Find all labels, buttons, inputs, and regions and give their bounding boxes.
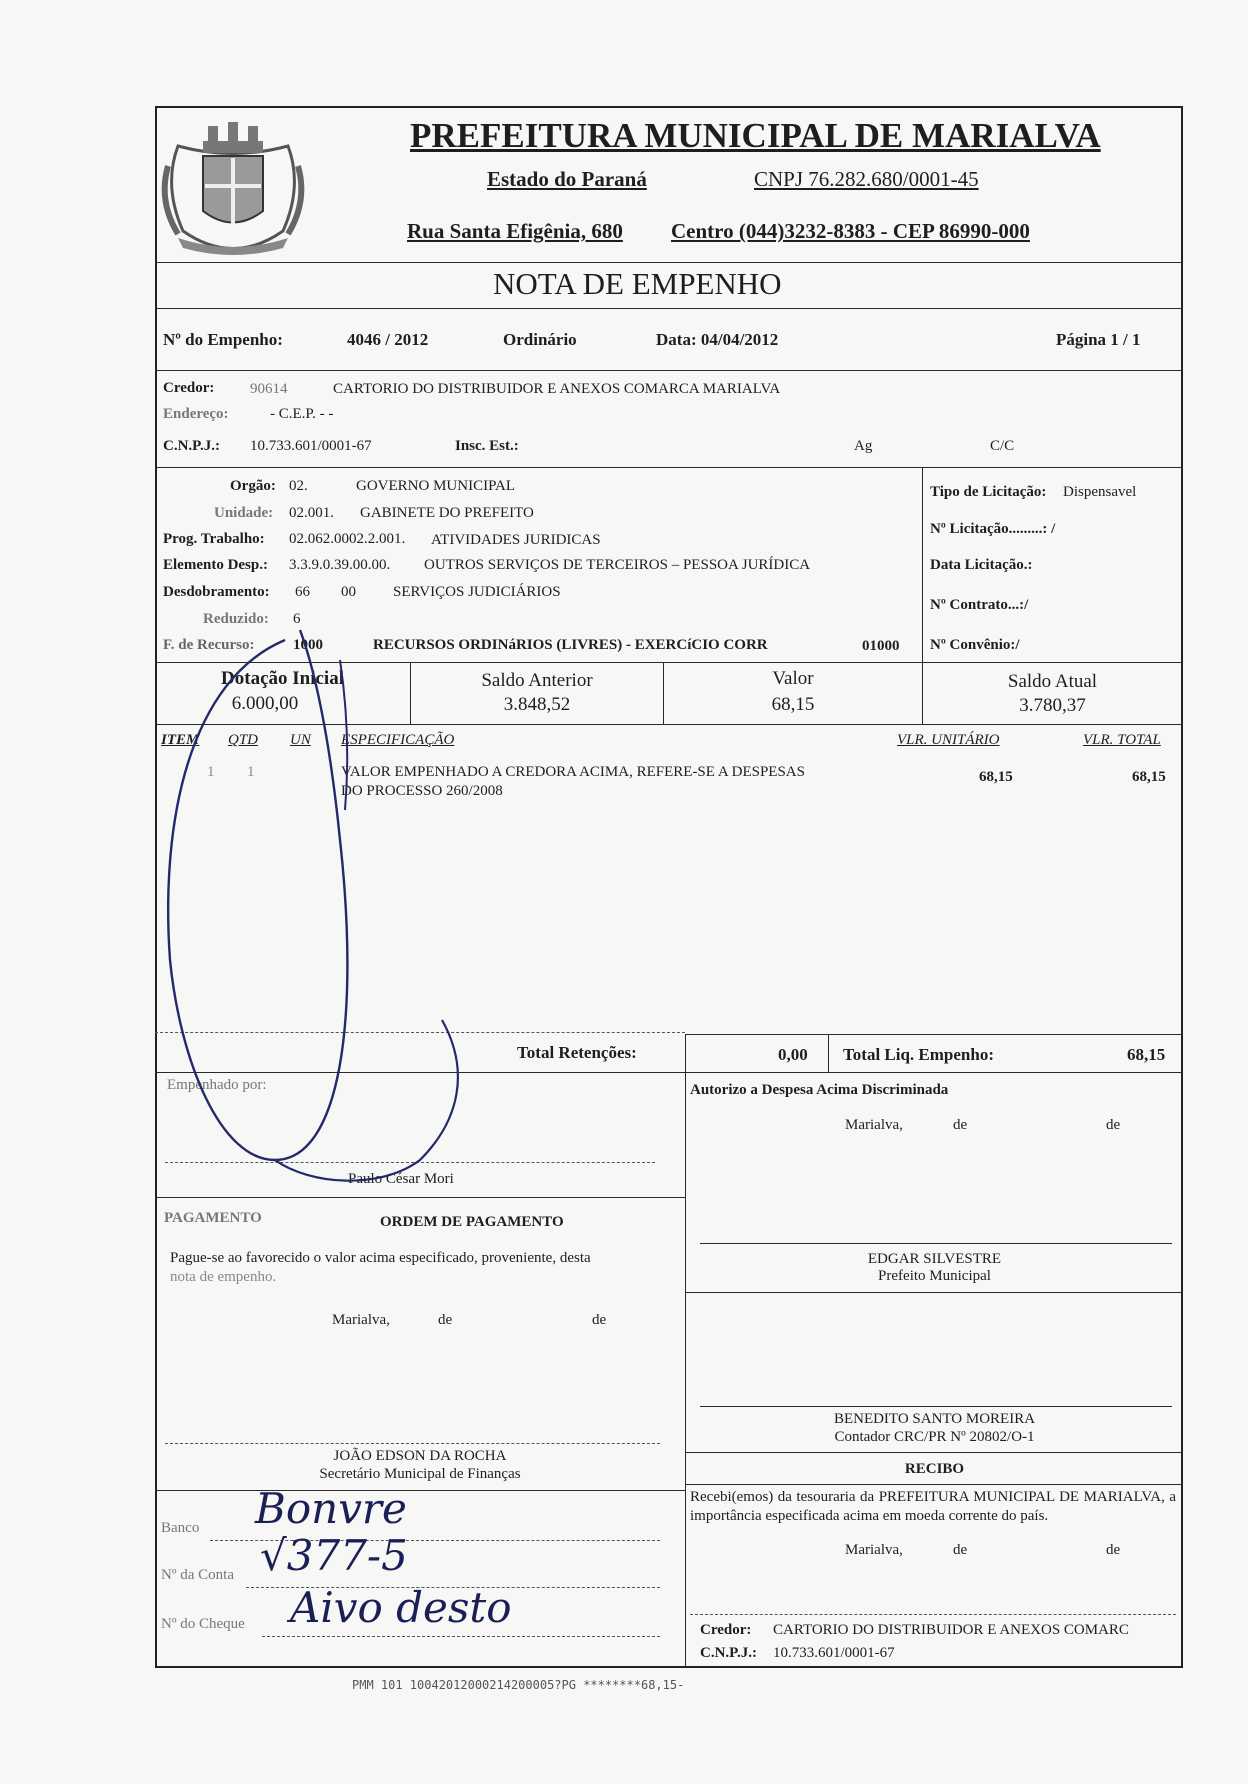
document-title: NOTA DE EMPENHO [493,266,782,301]
autorizo-title: Autorizo a Despesa Acima Discriminada [690,1082,949,1098]
insc-est-label: Insc. Est.: [455,438,519,454]
conta-label: Nº da Conta [161,1567,234,1583]
tipo-licitacao-label: Tipo de Licitação: [930,484,1047,500]
recibo-de1: de [953,1542,968,1558]
saldo-atual-label: Saldo Atual [1007,671,1098,692]
desdobramento-name: SERVIÇOS JUDICIÁRIOS [393,584,561,600]
col-vlr-unitario: VLR. UNITÁRIO [897,732,1000,748]
credor-cnpj: 10.733.601/0001-67 [250,438,372,454]
credor-code: 90614 [250,381,288,397]
prog-name: ATIVIDADES JURIDICAS [431,532,601,548]
elemento-name: OUTROS SERVIÇOS DE TERCEIROS – PESSOA JURÍDICA [424,557,811,573]
header-district-phone: Centro (044)3232-8383 - CEP 86990-000 [671,219,1030,243]
municipal-crest-icon [158,116,308,260]
empenhado-name: Paulo César Mori [348,1171,454,1187]
autorizo-city: Marialva, [845,1117,903,1133]
recibo-title: RECIBO [904,1461,965,1477]
unidade-code: 02.001. [289,505,334,521]
row-item: 1 [207,764,215,780]
pagamento-de2: de [592,1312,607,1328]
recibo-cnpj-label: C.N.P.J.: [700,1645,757,1661]
endereco-label: Endereço: [163,406,229,422]
col-especificacao: ESPECIFICAÇÃO [341,732,455,748]
ag-label: Ag [854,438,873,454]
col-un: UN [290,732,311,748]
fonte-name: RECURSOS ORDINáRIOS (LIVRES) - EXERCíCIO CORR [373,637,768,653]
cc-label: C/C [990,438,1015,454]
credor-name: CARTORIO DO DISTRIBUIDOR E ANEXOS COMARCA MARIALVA [333,381,781,397]
prog-label: Prog. Trabalho: [163,531,265,547]
autorizo-de1: de [953,1117,968,1133]
desdobramento-label: Desdobramento: [163,584,270,600]
pagamento-label: PAGAMENTO [164,1210,262,1226]
orgao-name: GOVERNO MUNICIPAL [356,478,516,494]
row-unit-value: 68,15 [979,769,1013,785]
fonte-num: 01000 [862,638,900,654]
pagamento-text1: Pague-se ao favorecido o valor acima especificado, proveniente, desta [170,1250,591,1266]
credor-label: Credor: [163,380,215,396]
prog-code: 02.062.0002.2.001. [289,531,406,547]
dotacao-inicial-value: 6.000,00 [231,693,299,714]
reduzido-value: 6 [293,611,301,627]
secretario-name: JOÃO EDSON DA ROCHA [333,1448,507,1464]
banco-label: Banco [161,1520,200,1536]
saldo-atual-value: 3.780,37 [1019,695,1086,716]
prefeito-role: Prefeito Municipal [878,1268,991,1284]
empenho-type: Ordinário [503,330,577,349]
num-licitacao: Nº Licitação.........: / [930,521,1056,537]
num-convenio: Nº Convênio:/ [930,637,1020,653]
elemento-code: 3.3.9.0.39.00.00. [289,557,391,573]
num-contrato: Nº Contrato...:/ [930,597,1029,613]
valor-label: Valor [772,668,814,689]
saldo-anterior-label: Saldo Anterior [481,670,593,691]
recibo-cnpj: 10.733.601/0001-67 [773,1645,895,1661]
reduzido-label: Reduzido: [203,611,269,627]
autorizo-de2: de [1106,1117,1121,1133]
handwritten-signature [150,600,610,1200]
empenho-number-label: Nº do Empenho: [163,330,283,349]
pagamento-city: Marialva, [332,1312,390,1328]
data-licitacao: Data Licitação.: [930,557,1033,573]
valor-value: 68,15 [771,694,815,715]
ordem-pagamento-title: ORDEM DE PAGAMENTO [380,1214,564,1230]
empenhado-label: Empenhado por: [167,1077,267,1093]
orgao-code: 02. [289,478,308,494]
col-qtd: QTD [228,732,259,748]
prefeito-name: EDGAR SILVESTRE [867,1251,1002,1267]
row-spec-line2: DO PROCESSO 260/2008 [341,783,503,799]
recibo-credor-name: CARTORIO DO DISTRIBUIDOR E ANEXOS COMARC [773,1622,1129,1638]
col-vlr-total: VLR. TOTAL [1083,732,1161,748]
endereco-value: - C.E.P. - - [270,406,334,422]
col-item: ITEM [161,732,200,748]
contador-name: BENEDITO SANTO MOREIRA [833,1411,1036,1427]
unidade-name: GABINETE DO PREFEITO [360,505,534,521]
total-liq-label: Total Liq. Empenho: [843,1045,994,1064]
page-indicator: Página 1 / 1 [1056,330,1141,349]
desdobramento-code: 66 [295,584,310,600]
footer-code: PMM 101 10042012000214200005?PG ********68,15- [352,1678,685,1692]
saldo-anterior-value: 3.848,52 [503,694,571,715]
unidade-label: Unidade: [214,505,274,521]
dotacao-inicial-label: Dotação Inicial [221,668,344,689]
row-spec-line1: VALOR EMPENHADO A CREDORA ACIMA, REFERE-SE A DESPESAS [341,764,805,780]
orgao-label: Orgão: [230,478,276,494]
fonte-code: 1000 [293,637,323,653]
elemento-label: Elemento Desp.: [163,557,268,573]
recibo-credor-label: Credor: [700,1622,752,1638]
recibo-city: Marialva, [845,1542,903,1558]
recibo-text: Recebi(emos) da tesouraria da PREFEITURA MUNICIPAL DE MARIALVA, a importância especificada acima em moeda corrente do país. [690,1489,1176,1524]
credor-cnpj-label: C.N.P.J.: [163,438,220,454]
header-state: Estado do Paraná [487,167,647,191]
contador-role: Contador CRC/PR Nº 20802/O-1 [834,1429,1035,1445]
header-cnpj: CNPJ 76.282.680/0001-45 [754,167,979,191]
secretario-role: Secretário Municipal de Finanças [319,1466,521,1482]
banco-handwritten: Bonvre [255,1484,407,1533]
total-retencoes-value: 0,00 [778,1045,808,1064]
pagamento-de1: de [438,1312,453,1328]
cheque-handwritten: Aivo desto [290,1583,512,1632]
header-title: PREFEITURA MUNICIPAL DE MARIALVA [410,116,1101,155]
tipo-licitacao-value: Dispensavel [1063,484,1137,500]
cheque-label: Nº do Cheque [161,1616,245,1632]
total-liq-value: 68,15 [1127,1045,1166,1064]
desdobramento-sub: 00 [341,584,356,600]
recibo-de2: de [1106,1542,1121,1558]
row-total-value: 68,15 [1132,769,1166,785]
empenho-number: 4046 / 2012 [347,330,429,349]
empenho-date: Data: 04/04/2012 [656,330,779,349]
fonte-label: F. de Recurso: [163,637,255,653]
pagamento-text2: nota de empenho. [170,1269,277,1285]
header-address: Rua Santa Efigênia, 680 [407,219,623,243]
row-qtd: 1 [247,764,255,780]
conta-handwritten: √377-5 [260,1531,408,1580]
total-retencoes-label: Total Retenções: [517,1043,637,1062]
